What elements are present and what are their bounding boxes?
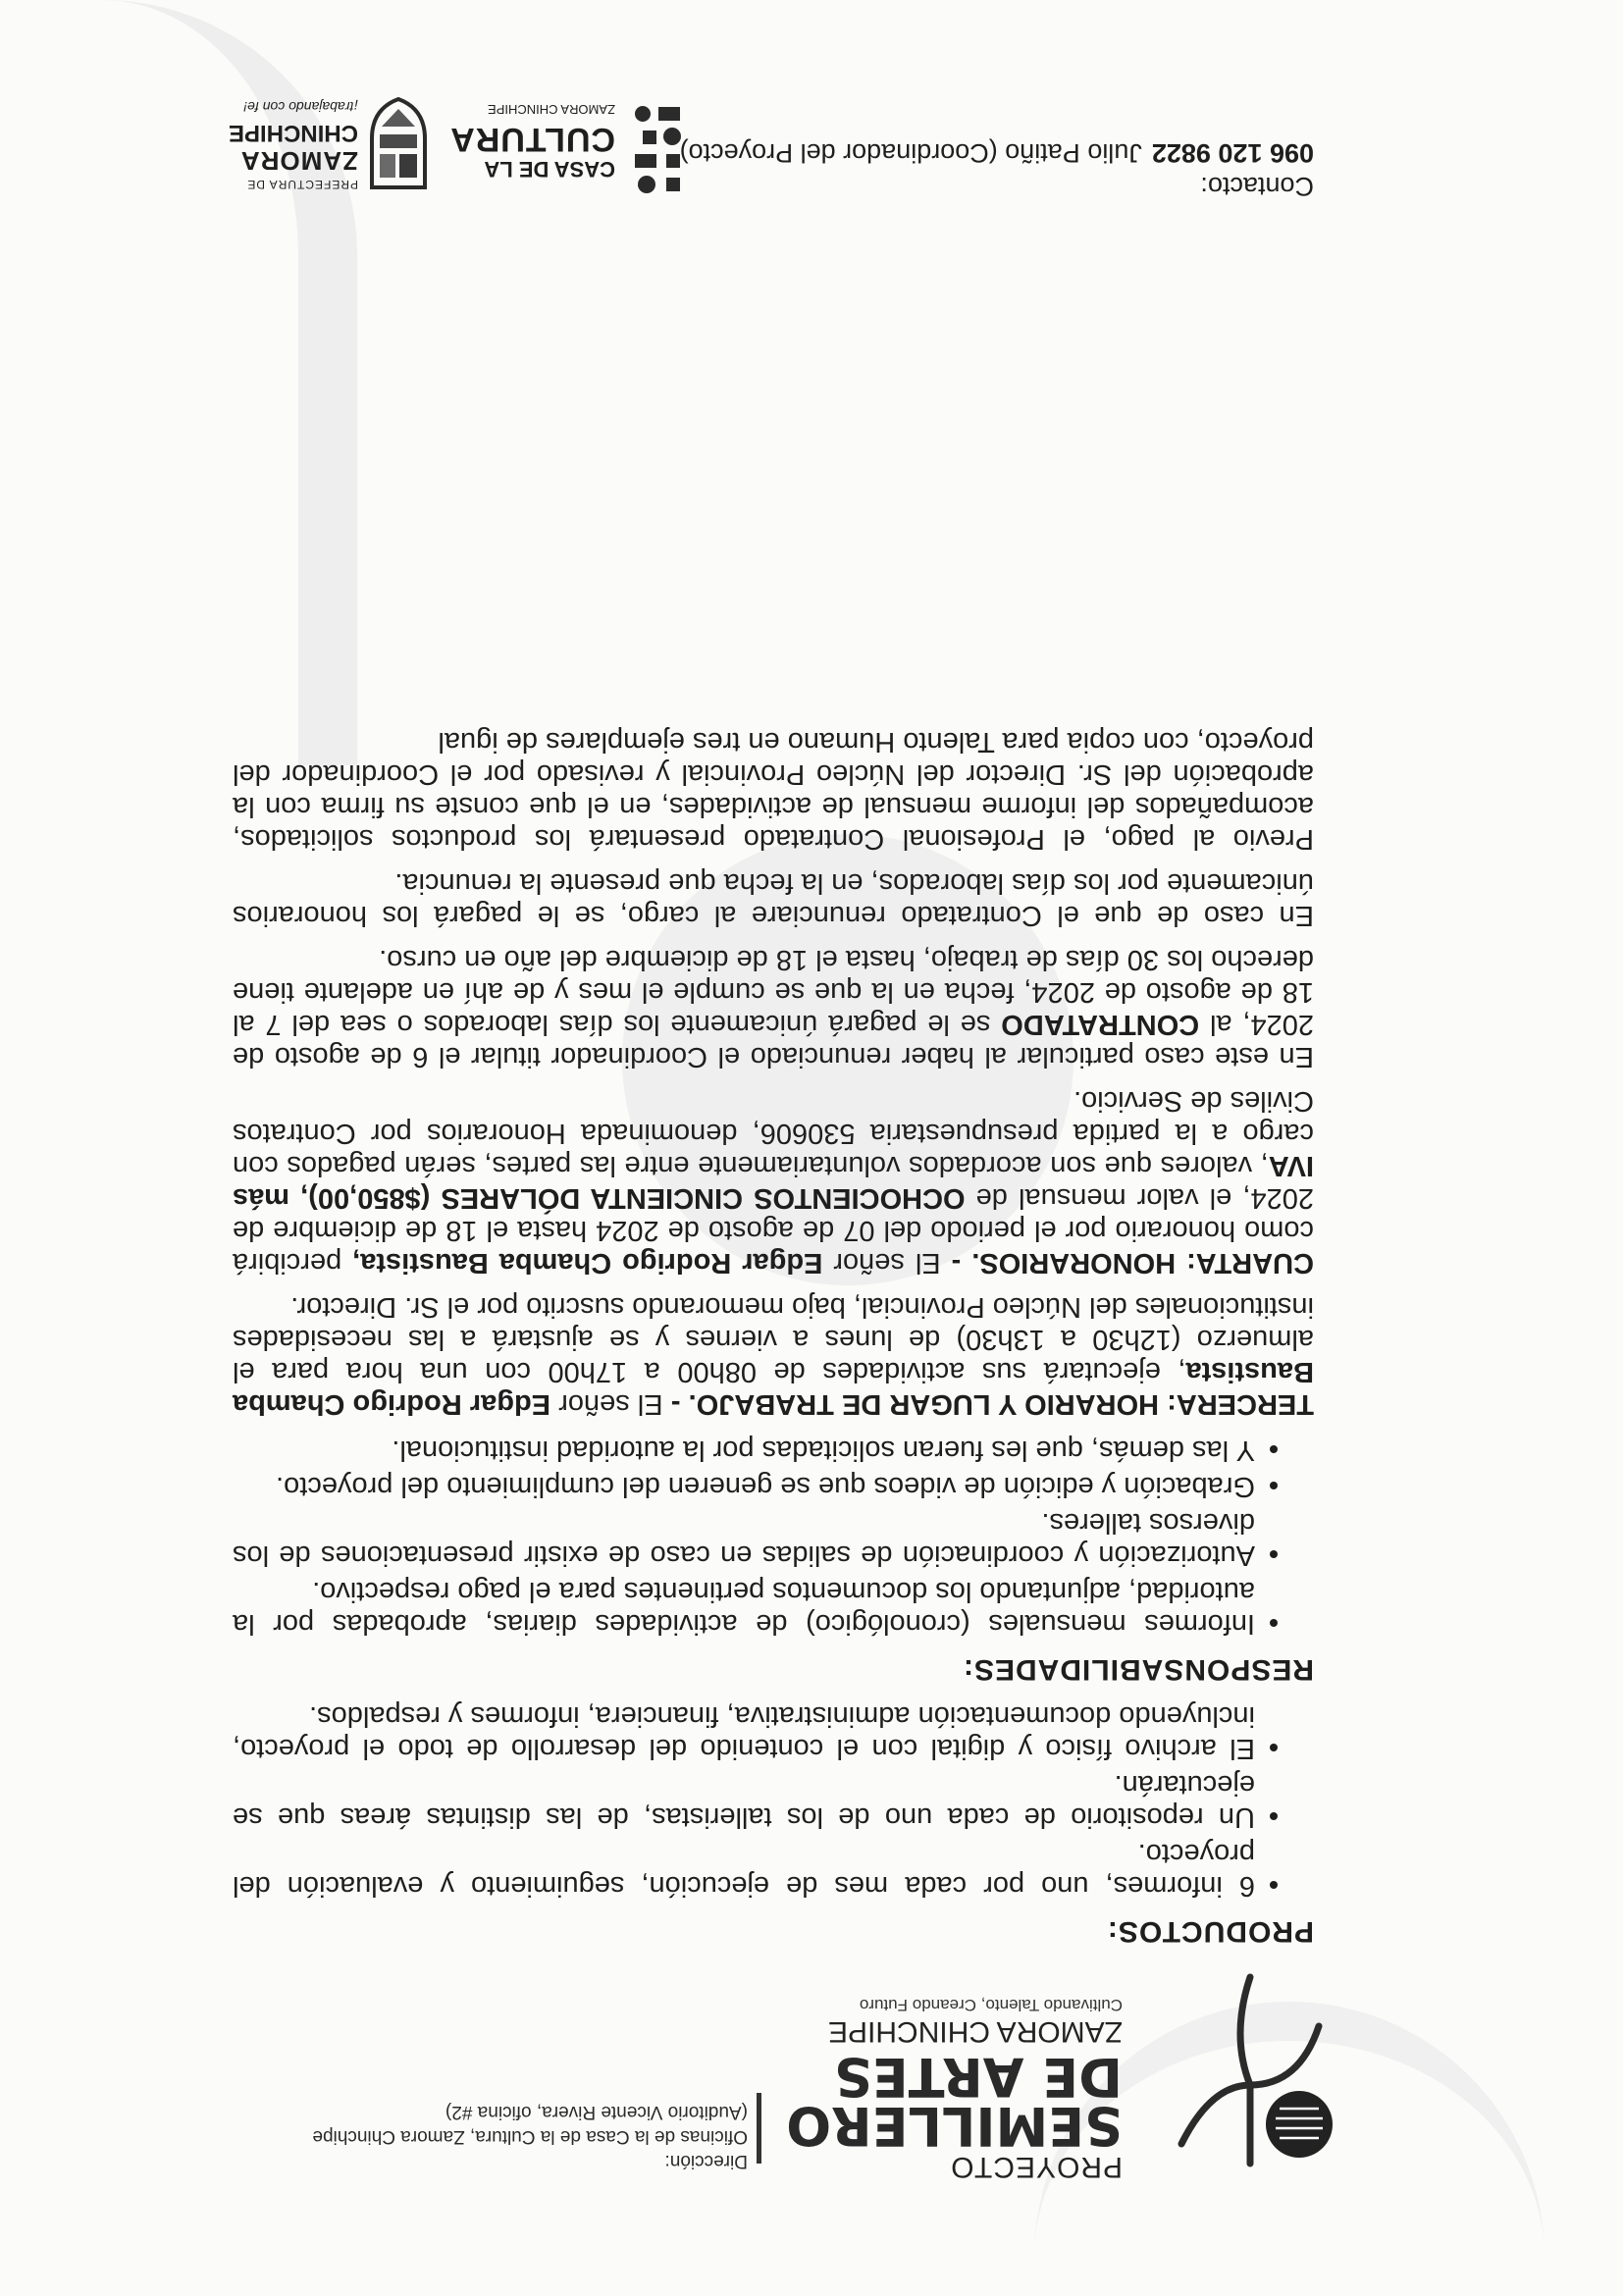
paragraph-resignation: En caso de que el Contratado renunciare al cargo, se le pagará los honorarios únicamente por los días laborados, en la fecha que presente la renuncia. (233, 867, 1314, 931)
casa-line-1: CASA DE LA (484, 157, 615, 182)
brand-region: ZAMORA CHINCHIPE (827, 2015, 1123, 2048)
prefectura-line-3: CHINCHIPE (228, 120, 358, 146)
brand-line-2: DE ARTES (833, 2046, 1123, 2108)
address-label: Dirección: (664, 2151, 748, 2171)
address-line-2: (Auditorio Vicente Rivera, oficina #2) (445, 2102, 748, 2122)
semillero-logo-icon (1132, 1967, 1358, 2203)
clause-tercera (233, 1290, 1314, 1420)
responsabilidades-heading: RESPONSABILIDADES: (962, 1653, 1314, 1686)
contact-line (680, 137, 1314, 168)
brand-block (769, 1995, 1123, 2183)
prefectura-slogan: ¡trabajando con fe! (243, 99, 358, 115)
clause-tercera-pre: El señor (550, 1388, 671, 1420)
document-body (233, 713, 1314, 1948)
paragraph-payment-conditions: Previo al pago, el Profesional Contratado presentará los productos solicitados, acompañados del informe mensual de actividades, en el que conste su firma con la aprobación del Sr. Director del Núcleo Provincial y revisado por el Coordinador del proyecto, con copia para Talento Humano en tres ejemplares de igual (233, 726, 1314, 855)
contact-phone: 096 120 9822 (1151, 138, 1314, 168)
paragraph-partial-payment (233, 943, 1314, 1072)
footer (228, 54, 1314, 201)
project-label: PROYECTO (950, 2151, 1123, 2183)
letterhead (220, 1967, 1358, 2203)
productos-heading: PRODUCTOS: (1106, 1915, 1314, 1948)
productos-list (233, 1699, 1314, 1902)
brand-line-1: SEMILLERO (786, 2095, 1123, 2157)
clause-cuarta-text-2: , valores que son acordados voluntariamente entre las partes, serán pagados con cargo a la partida presupuestaria 530606, denominada Honorarios por Contratos Civiles de Servicio. (233, 1085, 1314, 1181)
prefectura-line-2: ZAMORA (239, 146, 358, 176)
casa-cultura-icon (623, 93, 686, 201)
prefectura-shield-icon (366, 93, 431, 201)
fee-amount: OCHOCIENTOS CINCIENTA DÓLARES ($850,00), más IVA (232, 1150, 1314, 1214)
paragraph-text: En este caso particular al haber renunciado el Coordinador titular el 6 de agosto de 2024, al (233, 1009, 1314, 1072)
prefectura-logo (215, 74, 431, 201)
contact-name: Julio Patiño (Coordinador del Proyecto) (679, 138, 1142, 168)
contractor-name: Edgar Rodrigo Chamba Baustista, (352, 1247, 823, 1278)
brand-tagline: Cultivando Talento, Creando Futuro (859, 1996, 1123, 2014)
address-block (198, 2100, 748, 2173)
clause-cuarta (233, 1084, 1314, 1278)
contact-label: Contacto: (1200, 172, 1314, 201)
list-item: • Grabación y edición de videos que se generen del cumplimiento del proyecto. (233, 1470, 1255, 1502)
list-item: • 6 informes, uno por cada mes de ejecución, seguimiento y evaluación del proyecto. (233, 1837, 1255, 1902)
clause-tercera-lead: TERCERA: HORARIO Y LUGAR DE TRABAJO. - (670, 1388, 1314, 1420)
contratado-label: CONTRATADO (1001, 1009, 1200, 1040)
list-item: • Informes mensuales (cronológico) de actividades diarias, aprobadas por la autoridad, adjuntando los documentos pertinentes para el pago respectivo. (233, 1575, 1255, 1640)
clause-tercera-text: , ejecutará sus actividades de 08h00 a 17h00 con una hora para el almuerzo (12h30 a 13h30) de lunes a viernes y se ajustará a las necesidades institucionales del Núcleo Provincial, bajo memorando suscrito por el Sr. Director. (233, 1291, 1314, 1387)
address-divider (757, 2093, 761, 2164)
address-line-1: Oficinas de la Casa de la Cultura, Zamora Chinchipe (312, 2126, 748, 2147)
list-item: • Autorización y coordinación de salidas en caso de existir presentaciones de los diversos talleres. (233, 1506, 1255, 1571)
clause-cuarta-text-1: percibirá como honorario por el periodo del 07 de agosto de 2024 hasta el 18 de diciembre de 2024, el valor mensual de (233, 1182, 1314, 1278)
casa-line-2: CULTURA (449, 121, 615, 158)
list-item: • El archivo físico y digital con el contenido del desarrollo de todo el proyecto, incluyendo documentación administrativa, financiera, informes y respaldos. (233, 1699, 1255, 1764)
casa-line-3: ZAMORA CHINCHIPE (487, 102, 615, 117)
paragraph-text: se le pagará únicamente los días laborados o sea del 7 al 18 de agosto de 2024, fecha en la que se cumple el mes y de ahí en adelante tiene derecho los 30 días de trabajo, hasta el 18 de diciembre del año en curso. (233, 944, 1314, 1040)
prefectura-line-1: PREFECTURA DE (246, 178, 358, 191)
list-item: • Un repositorio de cada uno de los talleristas, de las distintas áreas que se ejecutarán. (233, 1768, 1255, 1833)
clause-cuarta-lead: CUARTA: HONORARIOS. - (951, 1247, 1314, 1278)
casa-cultura-logo (449, 74, 686, 201)
responsabilidades-list (233, 1434, 1314, 1640)
clause-cuarta-pre: El señor (822, 1247, 952, 1278)
contractor-name: Edgar Rodrigo Chamba Baustista (233, 1356, 1314, 1420)
list-item: • Y las demás, que les fueran solicitadas por la autoridad institucional. (233, 1434, 1255, 1466)
